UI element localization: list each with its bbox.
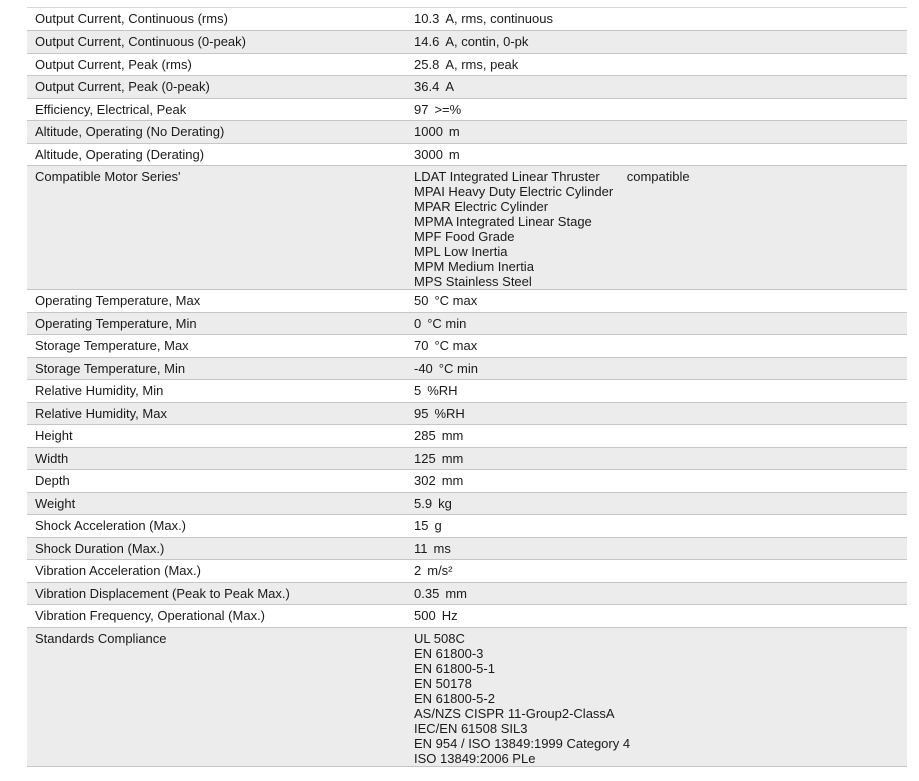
spec-value-unit: A, contin, 0-pk (445, 34, 529, 49)
spec-value-unit: ms (433, 540, 451, 556)
spec-value-unit: °C min (438, 360, 478, 376)
spec-value (406, 335, 907, 358)
spec-value-number: 70 (414, 338, 429, 353)
spec-value-unit: Hz (441, 608, 458, 623)
spec-value-unit: A (445, 79, 454, 94)
spec-value-number: 95 (414, 405, 429, 421)
spec-row (27, 53, 907, 76)
spec-value (406, 8, 907, 31)
spec-row (27, 380, 907, 403)
spec-value (406, 560, 907, 583)
compatible-note: compatible (626, 169, 690, 184)
motor-series-item: MPL Low Inertia (414, 244, 508, 259)
spec-value (406, 31, 907, 54)
spec-row-standards (27, 627, 907, 766)
spec-label: Compatible Motor Series' (27, 166, 406, 290)
spec-row (27, 290, 907, 313)
spec-label: Storage Temperature, Min (27, 357, 406, 380)
spec-value-unit: m (448, 146, 460, 162)
spec-value (406, 357, 907, 380)
standards-item: EN 61800-5-1 (414, 660, 495, 676)
spec-value-unit: A, rms, peak (445, 56, 519, 72)
spec-value-unit: mm (441, 473, 464, 488)
motor-series-item: MPAI Heavy Duty Electric Cylinder (414, 184, 614, 199)
spec-value (406, 53, 907, 76)
spec-value-unit: kg (438, 495, 452, 511)
motor-series-item: MPAR Electric Cylinder (414, 199, 549, 214)
spec-value (406, 380, 907, 403)
standards-item: EN 61800-3 (414, 645, 484, 661)
spec-row (27, 402, 907, 425)
spec-label: Output Current, Peak (rms) (27, 53, 406, 76)
spec-value-number: 36.4 (414, 79, 440, 94)
spec-label: Height (27, 425, 406, 448)
spec-value (406, 402, 907, 425)
spec-row (27, 470, 907, 493)
spec-row-motor-series (27, 166, 907, 290)
standards-item: IEC/EN 61508 SIL3 (414, 720, 528, 736)
spec-row (27, 143, 907, 166)
spec-row (27, 8, 907, 31)
spec-value (406, 492, 907, 515)
spec-row (27, 560, 907, 583)
motor-series-list (406, 166, 907, 290)
spec-row (27, 492, 907, 515)
spec-value-unit: m/s² (427, 563, 453, 578)
spec-value-unit: °C max (434, 293, 478, 308)
spec-value-number: 1000 (414, 124, 443, 139)
spec-value-number: 50 (414, 293, 429, 308)
spec-value (406, 143, 907, 166)
spec-row (27, 447, 907, 470)
spec-value (406, 515, 907, 538)
spec-label: Vibration Displacement (Peak to Peak Max.) (27, 582, 406, 605)
spec-value (406, 470, 907, 493)
spec-row (27, 425, 907, 448)
spec-value-number: 2 (414, 563, 422, 578)
spec-row (27, 312, 907, 335)
spec-value (406, 605, 907, 628)
spec-label: Vibration Acceleration (Max.) (27, 560, 406, 583)
spec-label: Operating Temperature, Min (27, 312, 406, 335)
spec-value-number: 11 (414, 540, 428, 556)
standards-item: EN 61800-5-2 (414, 690, 495, 706)
spec-value (406, 98, 907, 121)
spec-value-number: 125 (414, 450, 436, 466)
spec-value-unit: %RH (427, 383, 458, 398)
spec-label: Efficiency, Electrical, Peak (27, 98, 406, 121)
spec-row (27, 76, 907, 99)
spec-row (27, 98, 907, 121)
motor-series-item: MPM Medium Inertia (414, 259, 534, 274)
spec-label: Operating Temperature, Max (27, 290, 406, 313)
spec-value (406, 290, 907, 313)
spec-value-number: 3000 (414, 146, 443, 162)
spec-row (27, 31, 907, 54)
spec-value-unit: %RH (434, 405, 465, 421)
spec-value (406, 447, 907, 470)
spec-label: Standards Compliance (27, 627, 406, 766)
spec-value-number: 14.6 (414, 34, 440, 49)
spec-value-number: 10.3 (414, 11, 440, 26)
spec-label: Depth (27, 470, 406, 493)
spec-value-number: 0 (414, 315, 422, 331)
spec-value-number: 5.9 (414, 495, 433, 511)
standards-item: ISO 13849:2006 PLe (414, 750, 536, 766)
spec-row (27, 582, 907, 605)
standards-item: UL 508C (414, 630, 465, 646)
motor-series-item: MPMA Integrated Linear Stage (414, 214, 592, 229)
spec-label: Output Current, Continuous (rms) (27, 8, 406, 31)
spec-value (406, 76, 907, 99)
spec-value-unit: >=% (434, 101, 462, 117)
specifications-table (27, 8, 907, 767)
spec-value-number: 15 (414, 518, 429, 533)
spec-label: Relative Humidity, Min (27, 380, 406, 403)
spec-label: Altitude, Operating (No Derating) (27, 121, 406, 144)
spec-row (27, 515, 907, 538)
spec-value-unit: mm (441, 450, 464, 466)
spec-label: Output Current, Peak (0-peak) (27, 76, 406, 99)
spec-row (27, 335, 907, 358)
spec-row (27, 537, 907, 560)
spec-label: Altitude, Operating (Derating) (27, 143, 406, 166)
spec-row (27, 121, 907, 144)
spec-value (406, 582, 907, 605)
spec-row (27, 357, 907, 380)
spec-value-unit: A, rms, continuous (445, 11, 553, 26)
spec-value-unit: g (434, 518, 442, 533)
spec-label: Shock Duration (Max.) (27, 537, 406, 560)
standards-item: EN 954 / ISO 13849:1999 Category 4 (414, 735, 631, 751)
spec-value (406, 537, 907, 560)
spec-row (27, 605, 907, 628)
spec-label: Weight (27, 492, 406, 515)
standards-item: AS/NZS CISPR 11-Group2-ClassA (414, 705, 615, 721)
spec-value-number: 97 (414, 101, 429, 117)
spec-value-unit: m (448, 124, 460, 139)
spec-label: Relative Humidity, Max (27, 402, 406, 425)
spec-value (406, 121, 907, 144)
spec-value-number: -40 (414, 360, 433, 376)
motor-series-item (414, 169, 899, 184)
spec-value-unit: mm (445, 585, 467, 601)
spec-value-unit: °C max (434, 338, 478, 353)
motor-series-item: MPF Food Grade (414, 229, 515, 244)
spec-value-number: 285 (414, 428, 436, 443)
motor-series-item-text: LDAT Integrated Linear Thruster (414, 169, 600, 184)
motor-series-item: MPS Stainless Steel (414, 274, 532, 289)
standards-item: EN 50178 (414, 675, 472, 691)
spec-value-number: 25.8 (414, 56, 440, 72)
spec-label: Storage Temperature, Max (27, 335, 406, 358)
spec-value-number: 5 (414, 383, 422, 398)
spec-value-unit: °C min (427, 315, 467, 331)
standards-list (406, 627, 907, 766)
spec-label: Output Current, Continuous (0-peak) (27, 31, 406, 54)
spec-value-number: 0.35 (414, 585, 440, 601)
spec-label: Vibration Frequency, Operational (Max.) (27, 605, 406, 628)
spec-label: Width (27, 447, 406, 470)
spec-value (406, 425, 907, 448)
spec-label: Shock Acceleration (Max.) (27, 515, 406, 538)
spec-value-unit: mm (441, 428, 464, 443)
spec-value-number: 500 (414, 608, 436, 623)
spec-value-number: 302 (414, 473, 436, 488)
spec-value (406, 312, 907, 335)
